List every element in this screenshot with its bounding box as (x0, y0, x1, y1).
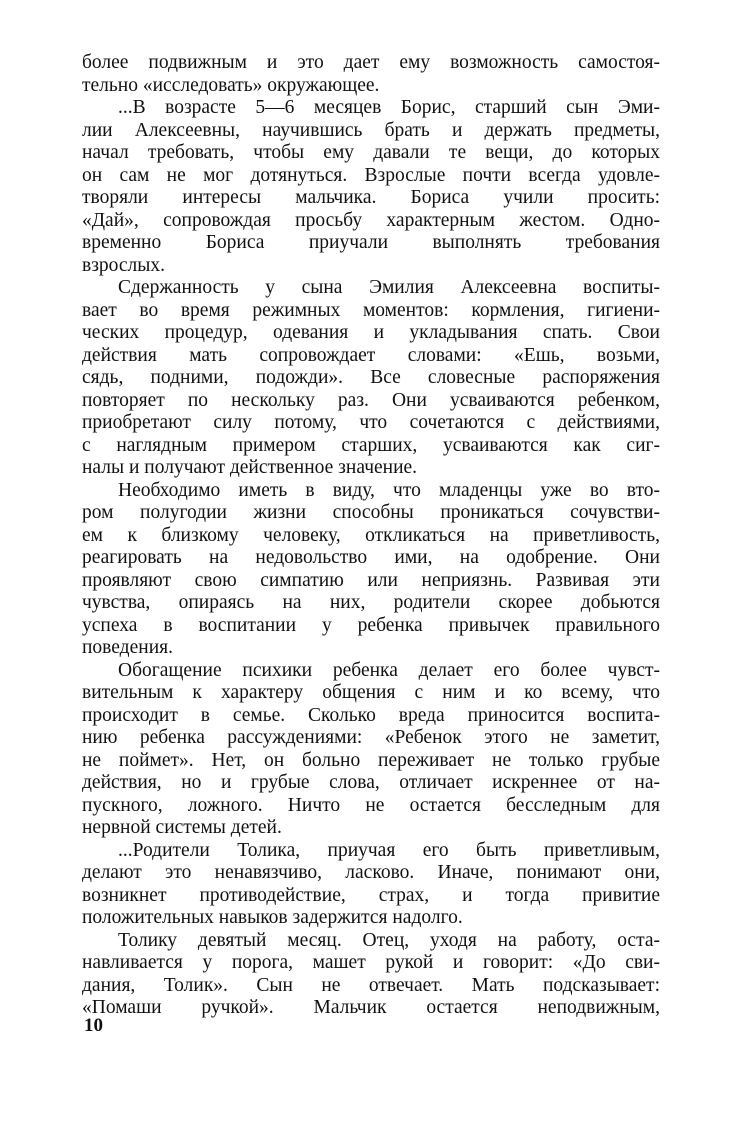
text-line: не поймет». Нет, он больно переживает не только грубые (82, 749, 660, 771)
text-line: лии Алексеевны, научившись брать и держать предметы, (82, 119, 660, 141)
page-body (82, 52, 660, 1020)
text-line: ...Родители Толика, приучая его быть приветливым, (118, 839, 660, 861)
text-line: проявляют свою симпатию или неприязнь. Развивая эти (82, 569, 660, 591)
text-line: «Дай», сопровождая просьбу характерным жестом. Одно- (82, 209, 660, 231)
text-line: положительных навыков задержится надолго. (82, 907, 463, 928)
text-line: творяли интересы мальчика. Бориса учили просить: (82, 187, 660, 208)
text-line: ем к близкому человеку, откликаться на приветливость, (82, 524, 660, 546)
text-line: повторяет по нескольку раз. Они усваиваются ребенком, (82, 389, 660, 411)
text-line: ром полугодии жизни способны проникаться сочувстви- (82, 502, 660, 523)
text-line: навливается у порога, машет рукой и говорит: «До сви- (82, 952, 660, 973)
text-line: поведения. (82, 637, 173, 658)
text-line: Необходимо иметь в виду, что младенцы уже во вто- (118, 479, 660, 501)
text-line: действия мать сопровождает словами: «Ешь, возьми, (82, 344, 660, 366)
text-line: делают это ненавязчиво, ласково. Иначе, понимают они, (82, 862, 660, 883)
text-line: вительным к характеру общения с ним и ко всему, что (82, 682, 660, 703)
text-line: реагировать на недовольство ими, на одобрение. Они (82, 547, 660, 568)
text-line: вает во время режимных моментов: кормления, гигиени- (82, 299, 660, 321)
text-line: он сам не мог дотянуться. Взрослые почти всегда удовле- (82, 164, 660, 186)
text-line: происходит в семье. Сколько вреда приносится воспита- (82, 704, 660, 726)
text-line: тельно «исследовать» окружающее. (82, 74, 380, 96)
text-line: Сдержанность у сына Эмилия Алексеевна воспиты- (118, 277, 660, 298)
text-line: Толику девятый месяц. Отец, уходя на работу, оста- (118, 929, 660, 951)
text-line: действия, но и грубые слова, отличает искреннее от на- (82, 772, 660, 793)
text-line: «Помаши ручкой». Мальчик остается неподвижным, (82, 997, 660, 1018)
text-line: пускного, ложного. Ничто не остается бесследным для (82, 794, 660, 816)
text-line: нервной системы детей. (82, 817, 282, 838)
text-line: временно Бориса приучали выполнять требования (82, 232, 660, 253)
text-line: дания, Толик». Сын не отвечает. Мать подсказывает: (82, 974, 660, 996)
text-line: сядь, подними, подожди». Все словесные распоряжения (82, 367, 660, 388)
text-line: налы и получают действенное значение. (82, 457, 418, 478)
text-line: начал требовать, чтобы ему давали те вещи, до которых (82, 142, 660, 163)
text-line: более подвижным и это дает ему возможность самостоя- (82, 52, 660, 73)
text-line: возникнет противодействие, страх, и тогда привитие (82, 884, 660, 906)
text-lines (82, 52, 660, 1020)
page-number: 10 (84, 1015, 103, 1036)
text-line: нию ребенка рассуждениями: «Ребенок этого не заметит, (82, 727, 660, 748)
text-line: взрослых. (82, 254, 166, 276)
text-line: ческих процедур, одевания и укладывания спать. Свои (82, 322, 660, 343)
text-line: успеха в воспитании у ребенка привычек правильного (82, 614, 660, 636)
text-line: с наглядным примером старших, усваиваются как сиг- (82, 434, 660, 456)
text-line: Обогащение психики ребенка делает его более чувст- (118, 659, 660, 681)
text-line: чувства, опираясь на них, родители скорее добьются (82, 592, 660, 613)
text-line: ...В возрасте 5—6 месяцев Борис, старший сын Эми- (118, 97, 660, 118)
text-line: приобретают силу потому, что сочетаются с действиями, (82, 412, 660, 433)
